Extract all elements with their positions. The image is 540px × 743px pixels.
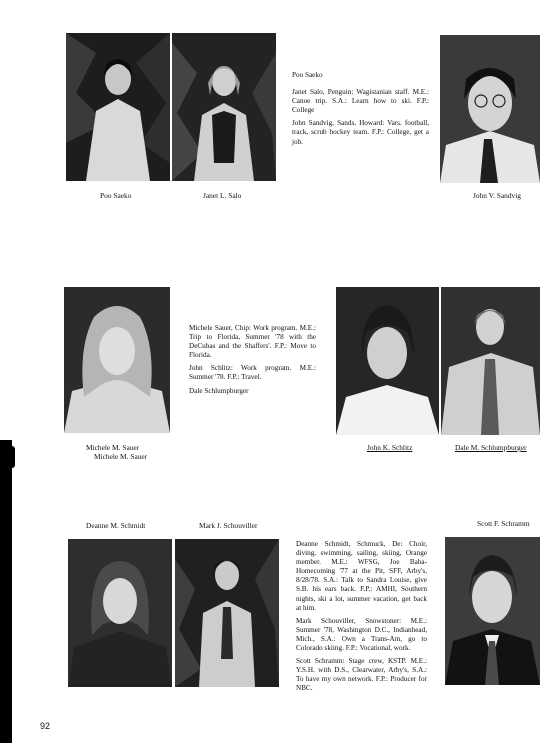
bio-block-top — [292, 71, 429, 151]
caption-michele-sauer: Michele M. Sauer — [86, 443, 140, 452]
caption-michele-sauer-duplicate: Michele M. Sauer — [94, 452, 148, 461]
page-number: 92 — [40, 721, 51, 731]
bio-block-middle — [189, 324, 316, 400]
binding-notch — [0, 446, 15, 468]
portrait-john-sandvig — [440, 35, 540, 183]
portrait-image — [445, 537, 540, 685]
caption-janet-salo: Janet L. Salo — [203, 191, 242, 200]
portrait-image — [441, 287, 540, 435]
portrait-image — [175, 539, 279, 687]
portrait-janet-salo — [172, 33, 276, 181]
portrait-image — [64, 287, 170, 433]
binding-edge — [0, 440, 12, 743]
caption-deanne-schmidt: Deanne M. Schmidt — [86, 521, 146, 530]
caption-mark-schouviller: Mark J. Schouviller — [199, 521, 258, 530]
portrait-image — [440, 35, 540, 183]
portrait-michele-sauer — [64, 287, 170, 433]
caption-john-sandvig: John V. Sandvig — [473, 191, 521, 200]
portrait-image — [336, 287, 439, 435]
bio-entry: Deanne Schmidt, Schmuck, De: Choir, diving, swimming, sailing, skiing, Orange member. M.E.: WFSG, Joe Baba-Homecoming '77 at the Pit, SFF, Arby's, 8/28/78. S.A.: Talk to Sandra Louise, give S.B. his ears back. F.P.: AMHI, Southern nights, ski a lot, summer vacation, get back at him. — [296, 540, 427, 612]
bio-heading: Poo Saeko — [292, 71, 323, 79]
bio-entry: John Schlitz: Work program. M.E.: Summer '78. F.P.: Travel. — [189, 364, 316, 382]
portrait-john-schlitz — [336, 287, 439, 435]
portrait-dale-schlumpburger — [441, 287, 540, 435]
portrait-scott-schramm — [445, 537, 540, 685]
bio-block-bottom — [296, 540, 427, 698]
caption-john-schlitz: John K. Schlitz — [367, 443, 413, 452]
bio-entry: Michele Sauer, Chip: Work program. M.E.: Trip to Florida, Summer '78 with the DeCubas and the Shaffers'. F.P.: Move to Florida. — [189, 324, 316, 360]
portrait-mark-schouviller — [175, 539, 279, 687]
bio-entry: Mark Schouviller, Snowstoner: M.E.: Summer '78, Washington D.C., Indianhead, Mich., S.A.: Own a Trans-Am, go to Colorado skiing. F.P.: Vocational, work. — [296, 616, 427, 653]
caption-dale-schlumpburger: Dale M. Schlumpburger — [455, 443, 527, 452]
portrait-image — [68, 539, 172, 687]
caption-scott-schramm: Scott F. Schramm — [477, 519, 530, 528]
portrait-poo-saeko — [66, 33, 170, 181]
bio-entry: Scott Schramm: Stage crew, KSTP. M.E.: Y.S.H. with D.S., Clearwater, Arby's, S.A.: To have my own network. F.P.: Producer for NBC. — [296, 657, 427, 693]
portrait-image — [172, 33, 276, 181]
portrait-image — [66, 33, 170, 181]
portrait-deanne-schmidt — [68, 539, 172, 687]
bio-entry: Dale Schlumpburger — [189, 386, 249, 395]
bio-entry: Janet Salo, Penguin: Wagistanian staff. M.E.: Canoe trip. S.A.: Learn how to ski. F.P.: College — [292, 88, 429, 115]
caption-poo-saeko: Poo Saeko — [100, 191, 132, 200]
bio-entry: John Sandvig, Sands, Howard: Vars. football, track, scrub hockey team. F.P.: College, get a job. — [292, 119, 429, 146]
